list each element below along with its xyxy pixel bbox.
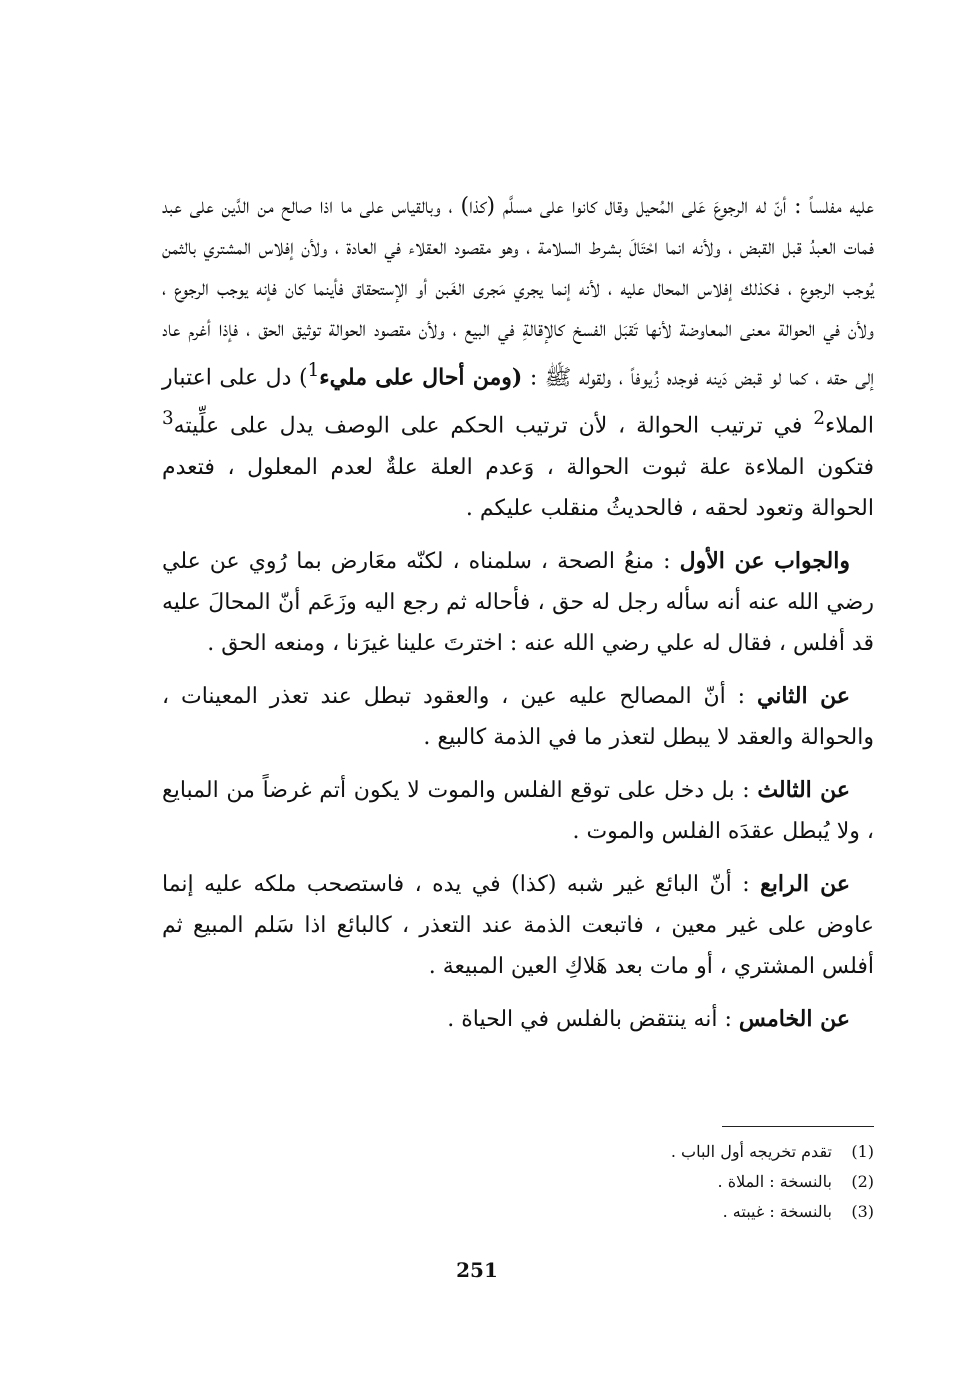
- footnote-2: [162, 1167, 874, 1197]
- paragraph-1-part-3: في ترتيب الحوالة ، لأن ترتيب الحكم على الوصف يدل على علِّيته: [173, 413, 814, 439]
- paragraph-1-part-2: ) دل على اعتبار الملاء: [162, 365, 874, 439]
- paragraph-1-part-1: عليه مفلساً : أنّ له الرجوعَ عَلى المُحيل وقال كانوا على مسلَّم (كذا) ، وبالقياس على ما اذا صالح من الدَّين على عبد فمات العبدُ قبل القبض ، ولأنه انما احْتَالَ بشرط السلامة ، وهو مقصود العقلاء في العادة ، ولأن إفلاس المشتري بالثمن يُوجب الرجوع ، فكذلك إفلاس المحال عليه ، لأنه إنما يجري مَجرى الغَبن أو الإستحقاق فأينما كان فإنه يوجب الرجوع ، ولأن في الحوالة معنى المعاوضة لأنها تَقبَل الفسخ كالإقالةِ في البيع ، ولأن مقصود الحوالة توثيق الحق ، فإذا أغرم عاد إلى حقه ، كما لو قبض دَينه فوجده زُيوفاً ، ولقوله ﷺ :: [162, 194, 875, 391]
- footnote-ref-1[interactable]: 1: [307, 360, 320, 381]
- paragraph-4-lead: عن الثالث: [757, 776, 850, 803]
- footnote-number: (2): [851, 1172, 874, 1191]
- paragraph-1: [162, 186, 874, 529]
- paragraph-5: [162, 864, 874, 987]
- paragraph-6-text: : أنه ينتقض بالفلس في الحياة .: [447, 1006, 739, 1032]
- footnote-separator: [722, 1126, 874, 1127]
- paragraph-5-text: : أنّ البائع غير شبه (كذا) في يده ، فاستصحب ملكه عليه إنما عاوض على غير معين ، فاتبعت الذمة عند التعذر ، كالبائع اذا سَلم المبيع ثم أفلس المشتري ، أو مات بعد هَلاكِ العين المبيعة .: [162, 871, 874, 979]
- paragraph-1-part-4: فتكون الملاءة علة ثبوت الحوالة ، وَعدم العلة علةٌ لعدم المعلول ، فتعدم الحوالة وتعود لحقه ، فالحديثُ منقلب عليكم .: [162, 454, 874, 521]
- paragraph-2: [162, 541, 874, 664]
- page-number: 251: [456, 1258, 498, 1282]
- footnote-3: [162, 1197, 874, 1227]
- footnote-ref-2[interactable]: 2: [813, 408, 825, 430]
- paragraph-4: [162, 770, 874, 852]
- paragraph-5-lead: عن الرابع: [760, 870, 850, 897]
- hadith-quote: (ومن أحال على مليء: [319, 364, 523, 391]
- main-text: [162, 186, 874, 1052]
- footnotes: [162, 1126, 874, 1227]
- footnote-number: (1): [851, 1142, 874, 1161]
- footnote-text: بالنسخة : غيبته .: [722, 1202, 832, 1221]
- footnote-text: تقدم تخريجه أول الباب .: [670, 1142, 832, 1161]
- paragraph-3: [162, 676, 874, 758]
- footnote-ref-3[interactable]: 3: [162, 408, 174, 430]
- paragraph-2-lead: والجواب عن الأول: [679, 547, 850, 574]
- footnote-text: بالنسخة : الملاة .: [717, 1172, 832, 1191]
- paragraph-6-lead: عن الخامس: [738, 1005, 850, 1032]
- paragraph-2-text: : منعُ الصحة ، سلمناه ، لكنّه معَارض بما رُوي عن علي رضي الله عنه أنه سأله رجل له حق ، فأحاله ثم رجع اليه وزَعَم أنّ المحالَ عليه قد أفلس ، فقال له علي رضي الله عنه : اخترتَ علينا غيرَنا ، ومنعه الحق .: [162, 548, 874, 656]
- footnote-number: (3): [851, 1202, 874, 1221]
- paragraph-3-text: : أنّ المصالح عليه عين ، والعقود تبطل عند تعذر المعينات ، والحوالة والعقد لا يبطل لتعذر ما في الذمة كالبيع .: [162, 683, 874, 750]
- footnote-1: [162, 1137, 874, 1167]
- paragraph-3-lead: عن الثاني: [756, 682, 850, 709]
- paragraph-4-text: : بل دخل على توقع الفلس والموت لا يكون أتم غرضاً من المبايع ، ولا يُبطل عقدَه الفلس والموت .: [162, 777, 874, 844]
- paragraph-6: [162, 999, 874, 1040]
